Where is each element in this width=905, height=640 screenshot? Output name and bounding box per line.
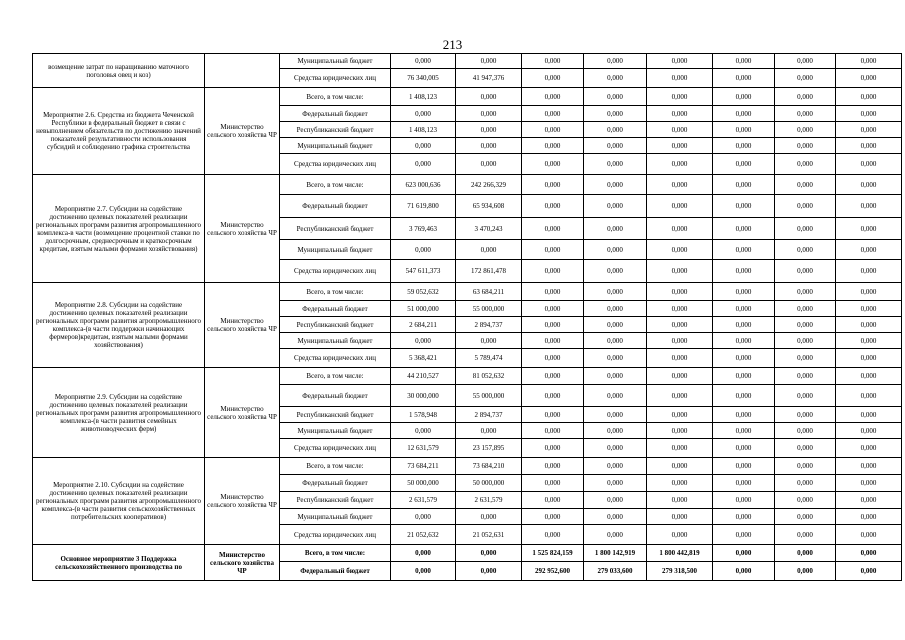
amount-cell: 76 340,005 <box>391 69 456 88</box>
amount-cell: 0,000 <box>456 545 522 562</box>
amount-cell: 0,000 <box>775 492 836 509</box>
table-row <box>33 368 902 385</box>
amount-cell: 623 000,636 <box>391 175 456 195</box>
amount-cell: 0,000 <box>522 475 584 492</box>
funding-source: Федеральный бюджет <box>280 195 391 218</box>
amount-cell: 0,000 <box>522 407 584 423</box>
amount-cell: 0,000 <box>584 407 647 423</box>
amount-cell: 0,000 <box>713 492 775 509</box>
amount-cell: 0,000 <box>836 283 902 301</box>
amount-cell: 0,000 <box>391 423 456 439</box>
amount-cell: 0,000 <box>522 349 584 368</box>
amount-cell: 50 000,000 <box>391 475 456 492</box>
amount-cell: 0,000 <box>836 195 902 218</box>
amount-cell: 0,000 <box>584 260 647 283</box>
amount-cell: 0,000 <box>836 138 902 154</box>
responsible-executor: Министерство сельского хозяйства ЧР <box>205 175 280 283</box>
amount-cell: 0,000 <box>775 88 836 106</box>
amount-cell: 0,000 <box>522 317 584 333</box>
amount-cell: 0,000 <box>456 154 522 175</box>
amount-cell: 0,000 <box>713 439 775 458</box>
amount-cell: 0,000 <box>456 240 522 260</box>
amount-cell: 21 052,632 <box>391 525 456 545</box>
amount-cell: 0,000 <box>456 88 522 106</box>
amount-cell: 0,000 <box>391 54 456 69</box>
amount-cell: 23 157,895 <box>456 439 522 458</box>
amount-cell: 0,000 <box>391 333 456 349</box>
amount-cell: 0,000 <box>647 260 713 283</box>
amount-cell: 0,000 <box>456 54 522 69</box>
amount-cell: 0,000 <box>647 283 713 301</box>
amount-cell: 0,000 <box>584 218 647 240</box>
amount-cell: 0,000 <box>391 562 456 581</box>
amount-cell: 0,000 <box>713 260 775 283</box>
amount-cell: 0,000 <box>647 240 713 260</box>
amount-cell: 0,000 <box>775 218 836 240</box>
amount-cell: 0,000 <box>713 138 775 154</box>
funding-source: Федеральный бюджет <box>280 106 391 122</box>
responsible-executor <box>205 54 280 88</box>
amount-cell: 0,000 <box>647 333 713 349</box>
amount-cell: 0,000 <box>647 385 713 407</box>
funding-source: Федеральный бюджет <box>280 385 391 407</box>
amount-cell: 0,000 <box>584 317 647 333</box>
amount-cell: 0,000 <box>775 138 836 154</box>
amount-cell: 0,000 <box>713 385 775 407</box>
funding-source: Всего, в том числе: <box>280 368 391 385</box>
amount-cell: 0,000 <box>391 138 456 154</box>
amount-cell: 0,000 <box>836 106 902 122</box>
amount-cell: 0,000 <box>522 260 584 283</box>
amount-cell: 5 368,421 <box>391 349 456 368</box>
amount-cell: 0,000 <box>713 301 775 317</box>
amount-cell: 0,000 <box>713 407 775 423</box>
activity-description: Мероприятие 2.7. Субсидии на содействие достижению целевых показателей реализации региональных программ развития агропромышленного комплекса-в части (возмещение процентной ставки по долгосрочным, среднесрочным и краткосрочным кредитам, взятым малыми формами хозяйствования) <box>33 175 205 283</box>
amount-cell: 0,000 <box>584 475 647 492</box>
amount-cell: 0,000 <box>647 475 713 492</box>
funding-source: Федеральный бюджет <box>280 301 391 317</box>
amount-cell: 0,000 <box>775 439 836 458</box>
funding-source: Всего, в том числе: <box>280 458 391 475</box>
amount-cell: 0,000 <box>647 407 713 423</box>
amount-cell: 0,000 <box>647 317 713 333</box>
page-number: 213 <box>442 37 463 52</box>
amount-cell: 0,000 <box>713 122 775 138</box>
activity-description: Мероприятие 2.8. Субсидии на содействие достижению целевых показателей реализации региональных программ развития агропромышленного комплекса-(в части поддержки начинающих фермеров)кредитам, взятым малыми формами хозяйствования) <box>33 283 205 368</box>
amount-cell: 0,000 <box>584 175 647 195</box>
table-row <box>33 545 902 562</box>
amount-cell: 0,000 <box>713 106 775 122</box>
funding-source: Всего, в том числе: <box>280 283 391 301</box>
amount-cell: 0,000 <box>836 218 902 240</box>
amount-cell: 0,000 <box>775 122 836 138</box>
amount-cell: 0,000 <box>522 423 584 439</box>
amount-cell: 0,000 <box>836 88 902 106</box>
funding-source: Муниципальный бюджет <box>280 509 391 525</box>
amount-cell: 0,000 <box>584 439 647 458</box>
amount-cell: 0,000 <box>775 260 836 283</box>
amount-cell: 2 684,211 <box>391 317 456 333</box>
amount-cell: 0,000 <box>836 317 902 333</box>
amount-cell: 0,000 <box>836 368 902 385</box>
amount-cell: 172 861,478 <box>456 260 522 283</box>
amount-cell: 0,000 <box>836 407 902 423</box>
amount-cell: 0,000 <box>456 106 522 122</box>
responsible-executor: Министерство сельского хозяйства ЧР <box>205 283 280 368</box>
amount-cell: 0,000 <box>584 385 647 407</box>
amount-cell: 0,000 <box>713 349 775 368</box>
funding-source: Федеральный бюджет <box>280 475 391 492</box>
amount-cell: 0,000 <box>584 195 647 218</box>
amount-cell: 0,000 <box>522 509 584 525</box>
amount-cell: 1 525 824,159 <box>522 545 584 562</box>
amount-cell: 0,000 <box>584 138 647 154</box>
funding-source: Республиканский бюджет <box>280 218 391 240</box>
amount-cell: 0,000 <box>775 525 836 545</box>
amount-cell: 0,000 <box>775 407 836 423</box>
table-row <box>33 54 902 69</box>
amount-cell: 0,000 <box>584 54 647 69</box>
amount-cell: 0,000 <box>584 368 647 385</box>
amount-cell: 0,000 <box>584 240 647 260</box>
amount-cell: 3 769,463 <box>391 218 456 240</box>
amount-cell: 0,000 <box>647 122 713 138</box>
amount-cell: 0,000 <box>775 475 836 492</box>
amount-cell: 0,000 <box>456 138 522 154</box>
amount-cell: 0,000 <box>836 545 902 562</box>
amount-cell: 0,000 <box>647 368 713 385</box>
responsible-executor: Министерство сельского хозяйства ЧР <box>205 88 280 175</box>
activity-description: Мероприятие 2.10. Субсидии на содействие достижению целевых показателей реализации региональных программ развития агропромышленного комплекса-(в части развития сельскохозяйственных потребительских кооперативов) <box>33 458 205 545</box>
activity-description: возмещение затрат по наращиванию маточного поголовья овец и коз) <box>33 54 205 88</box>
amount-cell: 0,000 <box>647 54 713 69</box>
amount-cell: 0,000 <box>713 88 775 106</box>
activity-description: Основное мероприятие 3 Поддержка сельскохозяйственного производства по <box>33 545 205 581</box>
amount-cell: 0,000 <box>713 545 775 562</box>
amount-cell: 242 266,329 <box>456 175 522 195</box>
amount-cell: 0,000 <box>522 175 584 195</box>
amount-cell: 0,000 <box>391 106 456 122</box>
amount-cell: 0,000 <box>522 240 584 260</box>
amount-cell: 0,000 <box>647 439 713 458</box>
amount-cell: 65 934,608 <box>456 195 522 218</box>
amount-cell: 0,000 <box>836 423 902 439</box>
amount-cell: 1 408,123 <box>391 88 456 106</box>
responsible-executor: Министерство сельского хозяйства ЧР <box>205 458 280 545</box>
amount-cell: 0,000 <box>713 475 775 492</box>
amount-cell: 0,000 <box>647 195 713 218</box>
amount-cell: 2 894,737 <box>456 317 522 333</box>
amount-cell: 0,000 <box>836 260 902 283</box>
amount-cell: 0,000 <box>391 509 456 525</box>
amount-cell: 3 470,243 <box>456 218 522 240</box>
amount-cell: 0,000 <box>836 439 902 458</box>
amount-cell: 0,000 <box>456 333 522 349</box>
funding-source: Республиканский бюджет <box>280 492 391 509</box>
activity-description: Мероприятие 2.6. Средства из бюджета Чеченской Республики в федеральный бюджет в связи с невыполнением обязательств по достижению значений показателей результативности использования субсидий и соблюдению графика строительства <box>33 88 205 175</box>
amount-cell: 0,000 <box>713 195 775 218</box>
funding-source: Всего, в том числе: <box>280 175 391 195</box>
funding-source: Муниципальный бюджет <box>280 240 391 260</box>
amount-cell: 0,000 <box>775 423 836 439</box>
amount-cell: 0,000 <box>713 562 775 581</box>
amount-cell: 0,000 <box>584 283 647 301</box>
amount-cell: 0,000 <box>713 317 775 333</box>
amount-cell: 1 800 442,819 <box>647 545 713 562</box>
amount-cell: 0,000 <box>647 88 713 106</box>
amount-cell: 0,000 <box>522 106 584 122</box>
amount-cell: 0,000 <box>584 423 647 439</box>
amount-cell: 0,000 <box>584 301 647 317</box>
amount-cell: 0,000 <box>647 138 713 154</box>
amount-cell: 0,000 <box>522 333 584 349</box>
amount-cell: 0,000 <box>775 69 836 88</box>
amount-cell: 2 631,579 <box>391 492 456 509</box>
amount-cell: 0,000 <box>647 106 713 122</box>
amount-cell: 0,000 <box>647 349 713 368</box>
amount-cell: 0,000 <box>775 317 836 333</box>
amount-cell: 0,000 <box>775 283 836 301</box>
amount-cell: 0,000 <box>584 492 647 509</box>
amount-cell: 73 684,211 <box>391 458 456 475</box>
amount-cell: 0,000 <box>836 509 902 525</box>
amount-cell: 0,000 <box>775 562 836 581</box>
table-row <box>33 458 902 475</box>
amount-cell: 0,000 <box>775 368 836 385</box>
funding-source: Средства юридических лиц <box>280 260 391 283</box>
amount-cell: 5 789,474 <box>456 349 522 368</box>
amount-cell: 0,000 <box>647 69 713 88</box>
amount-cell: 0,000 <box>775 154 836 175</box>
amount-cell: 0,000 <box>836 69 902 88</box>
amount-cell: 71 619,800 <box>391 195 456 218</box>
funding-source: Всего, в том числе: <box>280 88 391 106</box>
amount-cell: 0,000 <box>522 69 584 88</box>
amount-cell: 0,000 <box>584 69 647 88</box>
amount-cell: 0,000 <box>713 69 775 88</box>
amount-cell: 0,000 <box>647 458 713 475</box>
amount-cell: 81 052,632 <box>456 368 522 385</box>
amount-cell: 0,000 <box>456 122 522 138</box>
funding-source: Средства юридических лиц <box>280 69 391 88</box>
funding-source: Средства юридических лиц <box>280 525 391 545</box>
amount-cell: 1 800 142,919 <box>584 545 647 562</box>
amount-cell: 0,000 <box>456 562 522 581</box>
amount-cell: 0,000 <box>836 349 902 368</box>
amount-cell: 0,000 <box>713 175 775 195</box>
amount-cell: 0,000 <box>713 54 775 69</box>
amount-cell: 50 000,000 <box>456 475 522 492</box>
amount-cell: 0,000 <box>713 423 775 439</box>
amount-cell: 0,000 <box>522 492 584 509</box>
amount-cell: 0,000 <box>522 385 584 407</box>
amount-cell: 0,000 <box>775 240 836 260</box>
amount-cell: 21 052,631 <box>456 525 522 545</box>
amount-cell: 0,000 <box>836 54 902 69</box>
funding-source: Федеральный бюджет <box>280 562 391 581</box>
amount-cell: 0,000 <box>775 195 836 218</box>
amount-cell: 0,000 <box>584 509 647 525</box>
table-row <box>33 283 902 301</box>
amount-cell: 0,000 <box>713 240 775 260</box>
amount-cell: 0,000 <box>775 545 836 562</box>
amount-cell: 0,000 <box>836 301 902 317</box>
amount-cell: 0,000 <box>713 218 775 240</box>
amount-cell: 0,000 <box>522 525 584 545</box>
amount-cell: 0,000 <box>647 154 713 175</box>
table-row <box>33 175 902 195</box>
amount-cell: 0,000 <box>522 218 584 240</box>
amount-cell: 0,000 <box>713 509 775 525</box>
amount-cell: 0,000 <box>456 423 522 439</box>
funding-source: Муниципальный бюджет <box>280 423 391 439</box>
amount-cell: 0,000 <box>713 525 775 545</box>
amount-cell: 55 000,000 <box>456 301 522 317</box>
amount-cell: 0,000 <box>456 509 522 525</box>
funding-source: Средства юридических лиц <box>280 349 391 368</box>
amount-cell: 0,000 <box>522 122 584 138</box>
responsible-executor: Министерство сельского хозяйства ЧР <box>205 368 280 458</box>
amount-cell: 0,000 <box>391 240 456 260</box>
amount-cell: 0,000 <box>836 525 902 545</box>
amount-cell: 44 210,527 <box>391 368 456 385</box>
amount-cell: 0,000 <box>775 509 836 525</box>
responsible-executor: Министерство сельского хозяйства ЧР <box>205 545 280 581</box>
amount-cell: 0,000 <box>836 458 902 475</box>
amount-cell: 0,000 <box>775 175 836 195</box>
amount-cell: 0,000 <box>713 283 775 301</box>
amount-cell: 41 947,376 <box>456 69 522 88</box>
amount-cell: 292 952,600 <box>522 562 584 581</box>
funding-source: Республиканский бюджет <box>280 407 391 423</box>
amount-cell: 0,000 <box>775 301 836 317</box>
amount-cell: 0,000 <box>584 349 647 368</box>
amount-cell: 0,000 <box>522 439 584 458</box>
amount-cell: 0,000 <box>584 154 647 175</box>
amount-cell: 0,000 <box>775 54 836 69</box>
funding-source: Всего, в том числе: <box>280 545 391 562</box>
amount-cell: 2 631,579 <box>456 492 522 509</box>
amount-cell: 73 684,210 <box>456 458 522 475</box>
amount-cell: 0,000 <box>522 138 584 154</box>
budget-table <box>32 53 902 581</box>
amount-cell: 0,000 <box>584 525 647 545</box>
funding-source: Средства юридических лиц <box>280 439 391 458</box>
amount-cell: 279 033,600 <box>584 562 647 581</box>
amount-cell: 0,000 <box>836 333 902 349</box>
funding-source: Муниципальный бюджет <box>280 138 391 154</box>
funding-source: Средства юридических лиц <box>280 154 391 175</box>
funding-source: Муниципальный бюджет <box>280 333 391 349</box>
amount-cell: 0,000 <box>647 509 713 525</box>
amount-cell: 0,000 <box>647 301 713 317</box>
amount-cell: 55 000,000 <box>456 385 522 407</box>
amount-cell: 0,000 <box>522 368 584 385</box>
amount-cell: 63 684,211 <box>456 283 522 301</box>
amount-cell: 0,000 <box>836 385 902 407</box>
amount-cell: 0,000 <box>584 333 647 349</box>
amount-cell: 0,000 <box>836 562 902 581</box>
amount-cell: 0,000 <box>391 154 456 175</box>
amount-cell: 0,000 <box>522 301 584 317</box>
amount-cell: 0,000 <box>836 475 902 492</box>
amount-cell: 0,000 <box>713 458 775 475</box>
amount-cell: 0,000 <box>584 122 647 138</box>
amount-cell: 0,000 <box>775 106 836 122</box>
amount-cell: 0,000 <box>836 240 902 260</box>
amount-cell: 547 611,373 <box>391 260 456 283</box>
amount-cell: 0,000 <box>775 458 836 475</box>
activity-description: Мероприятие 2.9. Субсидии на содействие достижению целевых показателей реализации региональных программ развития агропромышленного комплекса-(в части развития семейных животноводческих ферм) <box>33 368 205 458</box>
amount-cell: 0,000 <box>836 492 902 509</box>
funding-source: Муниципальный бюджет <box>280 54 391 69</box>
amount-cell: 0,000 <box>713 333 775 349</box>
amount-cell: 0,000 <box>522 283 584 301</box>
funding-source: Республиканский бюджет <box>280 317 391 333</box>
amount-cell: 0,000 <box>584 88 647 106</box>
amount-cell: 0,000 <box>713 368 775 385</box>
amount-cell: 0,000 <box>647 423 713 439</box>
amount-cell: 0,000 <box>713 154 775 175</box>
amount-cell: 0,000 <box>836 154 902 175</box>
amount-cell: 0,000 <box>522 458 584 475</box>
amount-cell: 2 894,737 <box>456 407 522 423</box>
amount-cell: 279 318,500 <box>647 562 713 581</box>
amount-cell: 0,000 <box>775 333 836 349</box>
amount-cell: 1 578,948 <box>391 407 456 423</box>
amount-cell: 0,000 <box>836 122 902 138</box>
amount-cell: 30 000,000 <box>391 385 456 407</box>
amount-cell: 0,000 <box>522 154 584 175</box>
amount-cell: 0,000 <box>522 195 584 218</box>
amount-cell: 0,000 <box>836 175 902 195</box>
amount-cell: 0,000 <box>647 525 713 545</box>
amount-cell: 59 052,632 <box>391 283 456 301</box>
amount-cell: 0,000 <box>647 218 713 240</box>
amount-cell: 0,000 <box>584 106 647 122</box>
amount-cell: 51 000,000 <box>391 301 456 317</box>
amount-cell: 0,000 <box>775 385 836 407</box>
funding-source: Республиканский бюджет <box>280 122 391 138</box>
amount-cell: 0,000 <box>391 545 456 562</box>
table-row <box>33 88 902 106</box>
amount-cell: 0,000 <box>647 175 713 195</box>
amount-cell: 1 408,123 <box>391 122 456 138</box>
amount-cell: 0,000 <box>522 88 584 106</box>
amount-cell: 0,000 <box>584 458 647 475</box>
amount-cell: 0,000 <box>647 492 713 509</box>
amount-cell: 12 631,579 <box>391 439 456 458</box>
amount-cell: 0,000 <box>522 54 584 69</box>
amount-cell: 0,000 <box>775 349 836 368</box>
